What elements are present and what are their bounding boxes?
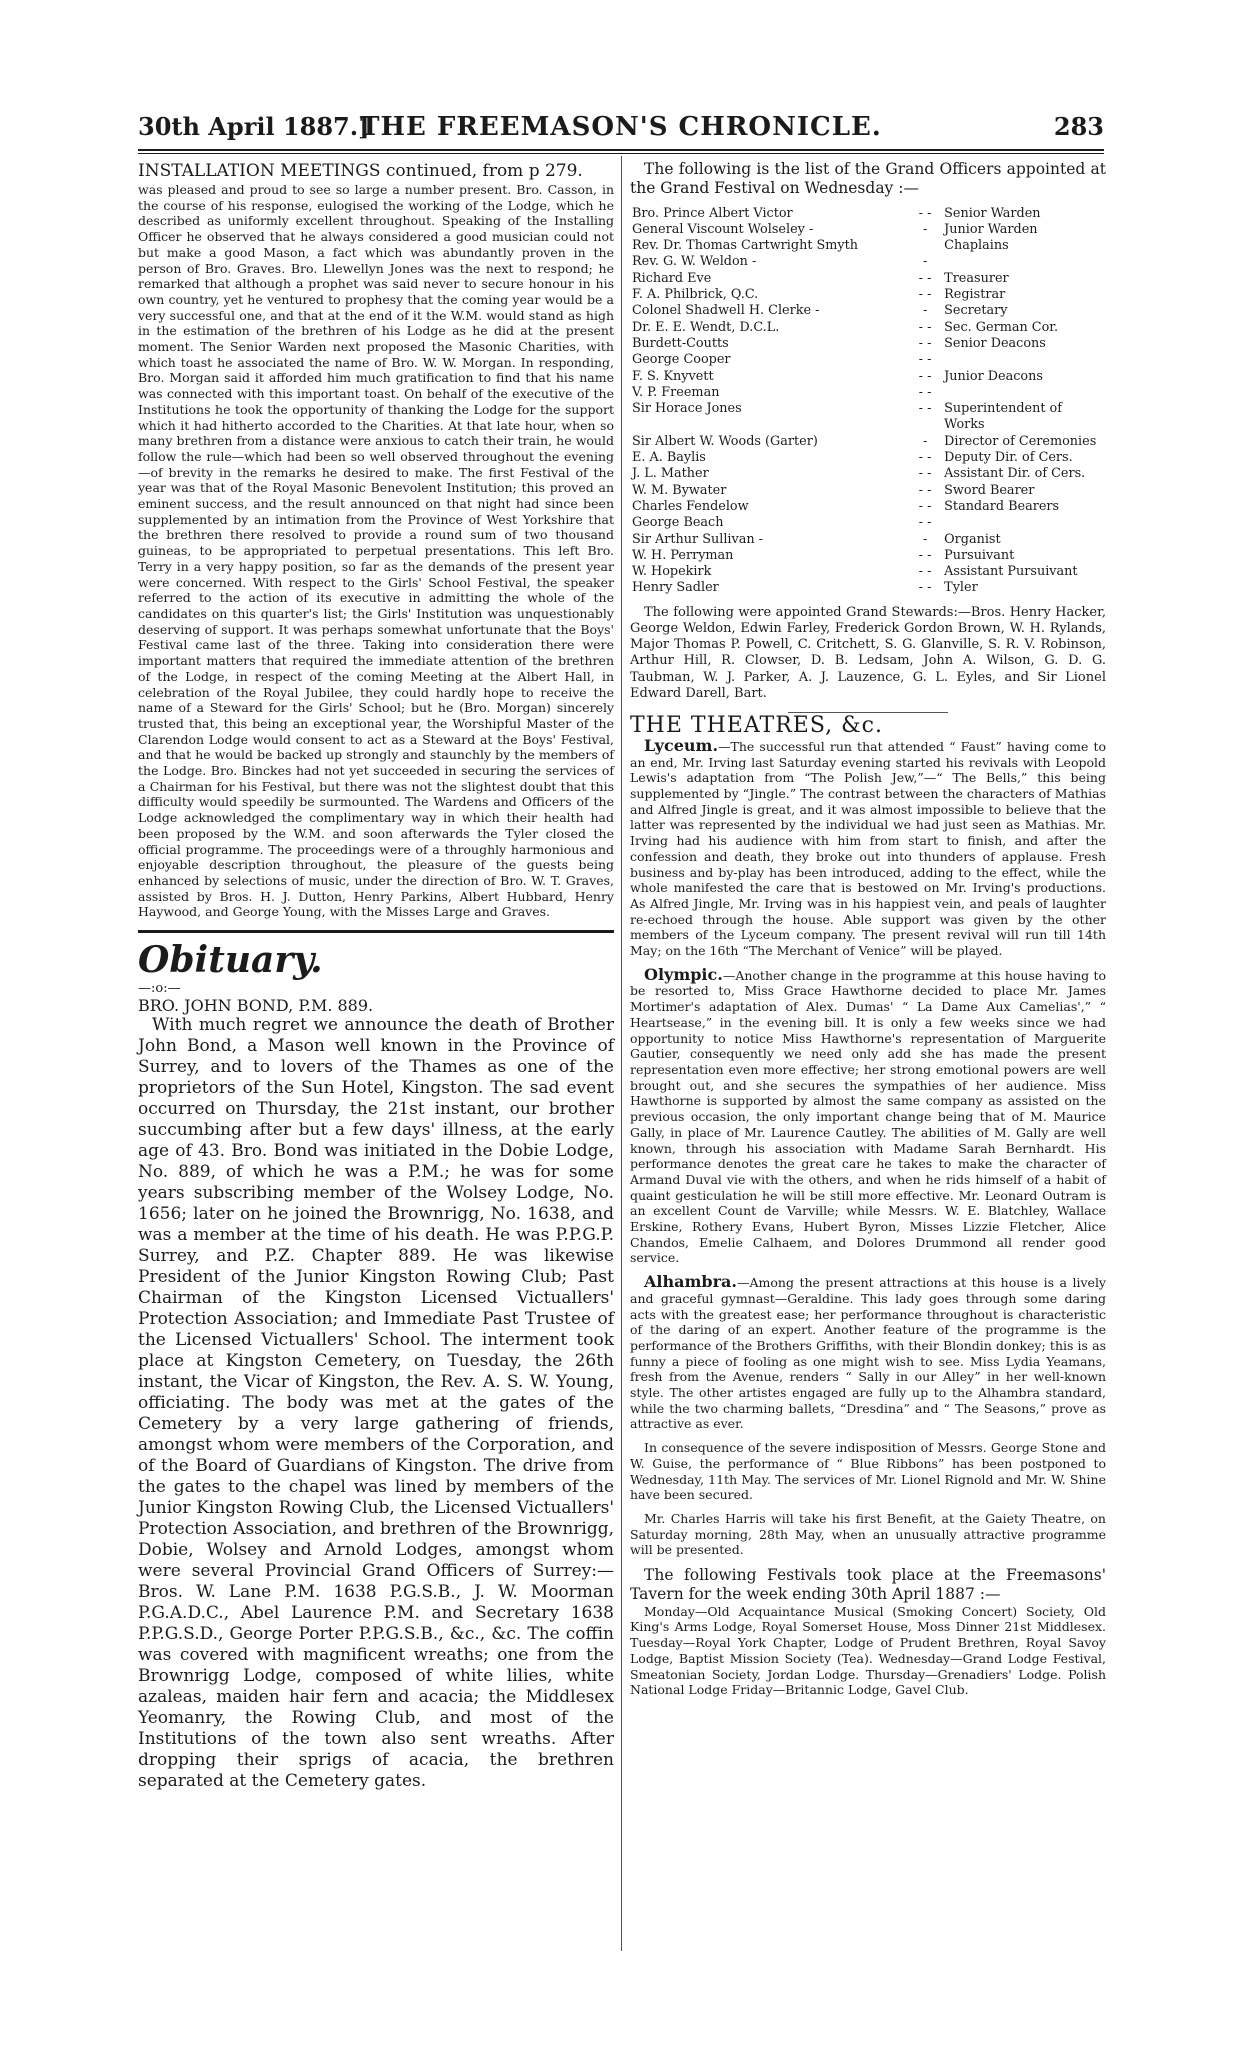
grand-officer-office: Junior Warden bbox=[944, 221, 1038, 237]
section-divider bbox=[138, 930, 614, 933]
grand-officer-dots: - - bbox=[918, 482, 932, 498]
grand-officer-office: Treasurer bbox=[944, 270, 1009, 286]
grand-officer-office bbox=[944, 385, 1106, 401]
header-title: THE FREEMASON'S CHRONICLE. bbox=[360, 112, 882, 142]
grand-officer-dots: - - bbox=[918, 547, 932, 563]
grand-officer-dots: - - bbox=[918, 401, 932, 417]
grand-officer-office: Chaplains bbox=[944, 238, 1009, 254]
column-divider bbox=[621, 156, 622, 1951]
grand-officer-dots: - bbox=[922, 254, 928, 270]
grand-officer-row bbox=[630, 238, 1106, 254]
grand-officer-office: Superintendent of Works bbox=[944, 401, 1062, 433]
grand-officer-office: Tyler bbox=[944, 580, 978, 596]
grand-officer-dots: - - bbox=[918, 580, 932, 596]
grand-officer-row bbox=[630, 369, 1106, 385]
grand-officer-dots: - - bbox=[918, 287, 932, 303]
right-column bbox=[630, 160, 1106, 1698]
grand-officer-dots: - bbox=[922, 433, 928, 449]
grand-officer-name: F. A. Philbrick, Q.C. bbox=[632, 287, 759, 303]
grand-officer-row bbox=[630, 532, 1106, 548]
grand-officer-office bbox=[944, 515, 1106, 531]
grand-officer-dots: - - bbox=[918, 205, 932, 221]
lyceum-heading: Lyceum. bbox=[644, 735, 719, 755]
alhambra-text: —Among the present attractions at this house is a lively and graceful gymnast—Geraldine. This lady goes through some daring acts with the greatest ease; her performance throughout is characteristic of the daring of an expert. Another feature of the programme is the performance of the Brothers Griffiths, with their Blondin donkey; this is as funny a piece of fooling as one might wish to see. Miss Lydia Yeamans, fresh from the Avenue, renders “ Sally in our Alley” in her well-known style. The other artistes engaged are fully up to the Alhambra standard, while the two charming ballets, “Dresdina” and “ The Seasons,” prove as attractive as ever. bbox=[630, 1275, 1106, 1432]
grand-officer-office: Senior Deacons bbox=[944, 335, 1046, 351]
grand-officer-name: W. M. Bywater bbox=[632, 482, 727, 498]
grand-officer-name: Charles Fendelow bbox=[632, 498, 749, 514]
grand-officer-office bbox=[944, 254, 1106, 270]
grand-officer-office: Assistant Pursuivant bbox=[944, 564, 1078, 580]
grand-officer-dots: - - bbox=[918, 498, 932, 514]
grand-officer-dots: - - bbox=[918, 319, 932, 335]
grand-officer-dots: - - bbox=[918, 368, 932, 384]
alhambra-paragraph bbox=[630, 1274, 1106, 1432]
grand-officer-office: Standard Bearers bbox=[944, 498, 1060, 514]
grand-officer-row bbox=[630, 499, 1106, 515]
grand-officer-name: Sir Albert W. Woods (Garter) bbox=[632, 433, 818, 449]
grand-officer-row bbox=[630, 483, 1106, 499]
page-number: 283 bbox=[1053, 112, 1104, 141]
olympic-paragraph bbox=[630, 964, 1106, 1266]
grand-officer-dots: - - bbox=[918, 335, 932, 351]
grand-officer-dots bbox=[906, 238, 944, 254]
grand-officer-row bbox=[630, 320, 1106, 336]
grand-officer-dots: - - bbox=[918, 384, 932, 400]
grand-officer-row bbox=[630, 206, 1106, 222]
grand-officer-dots: - - bbox=[918, 450, 932, 466]
grand-officer-name: Bro. Prince Albert Victor bbox=[632, 205, 793, 221]
grand-officer-office: Registrar bbox=[944, 287, 1006, 303]
grand-officer-name: George Cooper bbox=[632, 352, 731, 368]
grand-officer-row bbox=[630, 450, 1106, 466]
grand-officer-office: Assistant Dir. of Cers. bbox=[944, 466, 1086, 482]
grand-officer-name: Rev. G. W. Weldon - bbox=[632, 254, 757, 270]
installation-heading: INSTALLATION MEETINGS continued, from p 279. bbox=[138, 161, 583, 181]
grand-officer-row bbox=[630, 548, 1106, 564]
grand-officer-name: W. Hopekirk bbox=[632, 564, 712, 580]
grand-officer-row bbox=[630, 303, 1106, 319]
grand-officer-dots: - - bbox=[918, 564, 932, 580]
grand-officer-row bbox=[630, 434, 1106, 450]
grand-officer-row bbox=[630, 515, 1106, 531]
grand-officer-name: Rev. Dr. Thomas Cartwright Smyth bbox=[632, 238, 859, 254]
alhambra-heading: Alhambra. bbox=[644, 1272, 737, 1292]
harris-benefit-notice: Mr. Charles Harris will take his first Benefit, at the Gaiety Theatre, on Saturday morning, 28th May, when an unusually attractive programme will be presented. bbox=[630, 1510, 1106, 1558]
grand-officer-row bbox=[630, 580, 1106, 596]
obituary-subheading: BRO. JOHN BOND, P.M. 889. bbox=[138, 996, 374, 1016]
grand-officers-table bbox=[630, 206, 1106, 597]
grand-stewards-text: The following were appointed Grand Stewards:—Bros. Henry Hacker, George Weldon, Edwin Farley, Frederick Gordon Brown, W. H. Rylands, Major Thomas P. Powell, C. Critchett, S. G. Glanville, S. R. V. Robinson, Arthur Hill, R. Clowser, D. B. Ledsam, John A. Wilson, G. D. G. Taubman, W. J. Parker, A. J. Lauzence, G. L. Eyles, and Sir Lionel Edward Darell, Bart. bbox=[630, 604, 1106, 701]
grand-officer-name: J. L. Mather bbox=[632, 466, 709, 482]
grand-officers-intro: The following is the list of the Grand Officers appointed at the Grand Festival on Wednesday :— bbox=[630, 160, 1106, 197]
grand-officer-name: V. P. Freeman bbox=[632, 384, 720, 400]
grand-officer-row bbox=[630, 352, 1106, 368]
grand-officer-row bbox=[630, 466, 1106, 482]
header-rule-top bbox=[138, 149, 1104, 151]
page-header bbox=[138, 112, 1104, 146]
grand-officer-name: George Beach bbox=[632, 515, 724, 531]
grand-officer-office: Junior Deacons bbox=[944, 368, 1043, 384]
lyceum-text: —The successful run that attended “ Faust” having come to an end, Mr. Irving last Saturday evening started his revivals with Leopold Lewis's adaptation from “The Polish Jew,”—“ The Bells,” this being supplemented by “Jingle.” The contrast between the characters of Mathias and Alfred Jingle is great, and it was almost impossible to believe that the latter was represented by the individual we had just seen as Mathias. Mr. Irving had his audience with him from start to finish, and after the confession and death, they broke out into thunders of applause. Fresh business and by-play has been introduced, adding to the effect, while the whole manifested the care that is bestowed on Mr. Irving's productions. As Alfred Jingle, Mr. Irving was in his happiest vein, and peals of laughter re-echoed through the house. Able support was given by the other members of the Lyceum company. The present revival will run till 14th May; on the 16th “The Merchant of Venice” will be played. bbox=[630, 738, 1106, 959]
header-rule-bottom bbox=[138, 153, 1104, 154]
grand-officer-name: W. H. Perryman bbox=[632, 547, 734, 563]
grand-officer-office: Sec. German Cor. bbox=[944, 319, 1059, 335]
grand-officer-row bbox=[630, 222, 1106, 238]
grand-officer-name: Sir Horace Jones bbox=[632, 401, 742, 417]
lyceum-paragraph bbox=[630, 735, 1106, 959]
header-date: 30th April 1887.] bbox=[138, 112, 370, 141]
obituary-separator: —:o:— bbox=[138, 981, 181, 997]
grand-officer-office: Deputy Dir. of Cers. bbox=[944, 450, 1073, 466]
grand-officer-row bbox=[630, 271, 1106, 287]
grand-officer-office: Organist bbox=[944, 531, 1001, 547]
grand-officer-row bbox=[630, 254, 1106, 270]
grand-officer-row bbox=[630, 385, 1106, 401]
grand-officer-name: Richard Eve bbox=[632, 270, 712, 286]
grand-officer-office: Secretary bbox=[944, 303, 1008, 319]
grand-officer-name: E. A. Baylis bbox=[632, 450, 706, 466]
grand-officer-name: Colonel Shadwell H. Clerke - bbox=[632, 303, 820, 319]
grand-officer-name: Burdett-Coutts bbox=[632, 335, 729, 351]
grand-officer-name: F. S. Knyvett bbox=[632, 368, 714, 384]
grand-officer-dots: - bbox=[922, 303, 928, 319]
olympic-text: —Another change in the programme at this house having to be resorted to, Miss Grace Hawthorne decided to place Mr. James Mortimer's adaptation of Alex. Dumas' “ La Dame Aux Camelias',” “ Heartsease,” in the evening bill. It is only a few weeks since we had opportunity to notice Miss Hawthorne's representation of Marguerite Gautier, consequently we need only add she has made the present representation even more effective; her strong emotional powers are well brought out, and she secures the sympathies of her audience. Miss Hawthorne is supported by almost the same company as assisted on the previous occasion, the only important change being that of M. Maurice Gally, in place of Mr. Laurence Cautley. The abilities of M. Gally are well known, through his association with Madame Sarah Bernhardt. His performance denotes the great care he takes to make the character of Armand Duval vie with the others, and when he rids himself of a habit of quaint gesticulation he will be still more effective. Mr. Leonard Outram is an excellent Count de Varville; while Messrs. W. E. Blatchley, Wallace Erskine, Rothery Evans, Hubert Byron, Misses Lizzie Fletcher, Alice Chandos, Emelie Calhaem, and Dolores Drummond all render good service. bbox=[630, 967, 1106, 1266]
grand-officer-dots: - - bbox=[918, 515, 932, 531]
grand-officer-office: Sword Bearer bbox=[944, 482, 1035, 498]
obituary-text: With much regret we announce the death of Brother John Bond, a Mason well known in the Province of Surrey, and to lovers of the Thames as one of the proprietors of the Sun Hotel, Kingston. The sad event occurred on Thursday, the 21st instant, our brother succumbing after but a few days' illness, at the early age of 43. Bro. Bond was initiated in the Dobie Lodge, No. 889, of which he was a P.M.; he was for some years subscribing member of the Wolsey Lodge, No. 1656; later on he joined the Brownrigg, No. 1638, and was a member at the time of his death. He was P.P.G.P. Surrey, and P.Z. Chapter 889. He was likewise President of the Junior Kingston Rowing Club; Past Chairman of the Kingston Licensed Victuallers' Protection Association; and Immediate Past Trustee of the Licensed Victuallers' School. The interment took place at Kingston Cemetery, on Tuesday, the 26th instant, the Vicar of Kingston, the Rev. A. S. W. Young, officiating. The body was met at the gates of the Cemetery by a very large gathering of friends, amongst whom were members of the Corporation, and of the Board of Guardians of Kingston. The drive from the gates to the chapel was lined by members of the Junior Kingston Rowing Club, the Licensed Victuallers' Protection Association, and brethren of the Brownrigg, Dobie, Wolsey and Arnold Lodges, amongst whom were several Provincial Grand Officers of Surrey:—Bros. W. Lane P.M. 1638 P.G.S.B., J. W. Moorman P.G.A.D.C., Abel Laurence P.M. and Secretary 1638 P.P.G.S.D., George Porter P.P.G.S.B., &c., &c. The coffin was covered with magnificent wreaths; one from the Brownrigg Lodge, composed of white lilies, white azaleas, maiden hair fern and acacia; the Middlesex Yeomanry, the Rowing Club, and most of the Institutions of the town also sent wreaths. After dropping their sprigs of acacia, the brethren separated at the Cemetery gates. bbox=[138, 1015, 614, 1792]
grand-officer-dots: - bbox=[922, 221, 928, 237]
installation-text: was pleased and proud to see so large a number present. Bro. Casson, in the course of his response, eulogised the working of the Lodge, which he described as uniformly excellent throughout. Speaking of the Installing Officer he observed that he always considered a good musician could not but make a good Mason, a fact which was abundantly proven in the person of Bro. Graves. Bro. Llewellyn Jones was the next to respond; he remarked that although a prophet was said never to secure honour in his own country, yet he ventured to prophesy that the coming year would be a very successful one, and that at the end of it the W.M. would stand as high in the estimation of the brethren of his Lodge as he did at the present moment. The Senior Warden next proposed the Masonic Charities, with which toast he associated the name of Bro. W. W. Morgan. In responding, Bro. Morgan said it afforded him much gratification to find that his name was connected with this important toast. On behalf of the executive of the Institutions he took the opportunity of thanking the Lodge for the support which it had hitherto accorded to the Charities. At that late hour, when so many brethren from a distance were anxious to catch their train, he would follow the rule—which had been so well observed throughout the evening—of brevity in the remarks he desired to make. The first Festival of the year was that of the Royal Masonic Benevolent Institution; this proved an eminent success, and the result announced on that night had since been supplemented by an intimation from the Province of West Yorkshire that the brethren there resolved to provide a round sum of two thousand guineas, to be appropriated to perpetual presentations. This left Bro. Terry in a very happy position, so far as the demands of the present year were concerned. With respect to the Girls' School Festival, the speaker referred to the action of its executive in admitting the whole of the candidates on this quarter's list; the Girls' Institution was unquestionably deserving of support. It was perhaps somewhat unfortunate that the Boys' Festival came last of the three. Taking into consideration there were important matters that required the immediate attention of the brethren of the Lodge, in respect of the coming Meeting at the Albert Hall, in celebration of the Royal Jubilee, they could hardly hope to receive the name of a Steward for the Girls' School; but he (Bro. Morgan) sincerely trusted that, this being an exceptional year, the Worshipful Master of the Clarendon Lodge would consent to act as a Steward at the Boys' Festival, and that he would be backed up strongly and staunchly by the members of the Lodge. Bro. Binckes had not yet succeeded in securing the services of a Chairman for his Festival, but there was not the slightest doubt that this difficulty would speedily be surmounted. The Wardens and Officers of the Lodge acknowledged the complimentary way in which their health had been proposed by the W.M. and soon afterwards the Tyler closed the official programme. The proceedings were of a throughly harmonious and enjoyable description throughout, the pleasure of the guests being enhanced by selections of music, under the direction of Bro. W. T. Graves, assisted by Bros. H. J. Dutton, Henry Parkins, Albert Hubbard, Henry Haywood, and George Young, with the Misses Large and Graves. bbox=[138, 182, 614, 920]
grand-officer-row bbox=[630, 564, 1106, 580]
left-column bbox=[138, 160, 614, 1792]
grand-officer-dots: - bbox=[922, 531, 928, 547]
festivals-intro: The following Festivals took place at the Freemasons' Tavern for the week ending 30th April 1887 :— bbox=[630, 1566, 1106, 1603]
grand-officer-dots: - - bbox=[918, 270, 932, 286]
grand-officer-row bbox=[630, 287, 1106, 303]
olympic-heading: Olympic. bbox=[644, 964, 723, 984]
grand-officer-row bbox=[630, 401, 1106, 434]
grand-officer-office bbox=[944, 352, 1106, 368]
obituary-heading: Obituary. bbox=[138, 939, 323, 982]
grand-officer-name: Dr. E. E. Wendt, D.C.L. bbox=[632, 319, 780, 335]
festivals-list: Monday—Old Acquaintance Musical (Smoking Concert) Society, Old King's Arms Lodge, Royal Somerset House, Moss Dinner 21st Middlesex. Tuesday—Royal York Chapter, Lodge of Prudent Brethren, Royal Savoy Lodge, Baptist Mission Society (Tea). Wednesday—Grand Lodge Festival, Smeatonian Society, Jordan Lodge. Thursday—Grenadiers' Lodge. Polish National Lodge Friday—Britannic Lodge, Gavel Club. bbox=[630, 1603, 1106, 1698]
grand-officer-office: Pursuivant bbox=[944, 547, 1015, 563]
grand-officer-office: Director of Ceremonies bbox=[944, 433, 1097, 449]
grand-officer-dots: - - bbox=[918, 466, 932, 482]
grand-officer-name: General Viscount Wolseley - bbox=[632, 221, 814, 237]
grand-officer-office: Senior Warden bbox=[944, 205, 1041, 221]
grand-officer-row bbox=[630, 336, 1106, 352]
grand-officer-dots: - - bbox=[918, 352, 932, 368]
grand-officer-name: Henry Sadler bbox=[632, 580, 719, 596]
blue-ribbons-notice: In consequence of the severe indisposition of Messrs. George Stone and W. Guise, the performance of “ Blue Ribbons” has been postponed to Wednesday, 11th May. The services of Mr. Lionel Rignold and Mr. W. Shine have been secured. bbox=[630, 1440, 1106, 1503]
theatres-heading: THE THEATRES, &c. bbox=[630, 712, 883, 738]
grand-officer-name: Sir Arthur Sullivan - bbox=[632, 531, 763, 547]
